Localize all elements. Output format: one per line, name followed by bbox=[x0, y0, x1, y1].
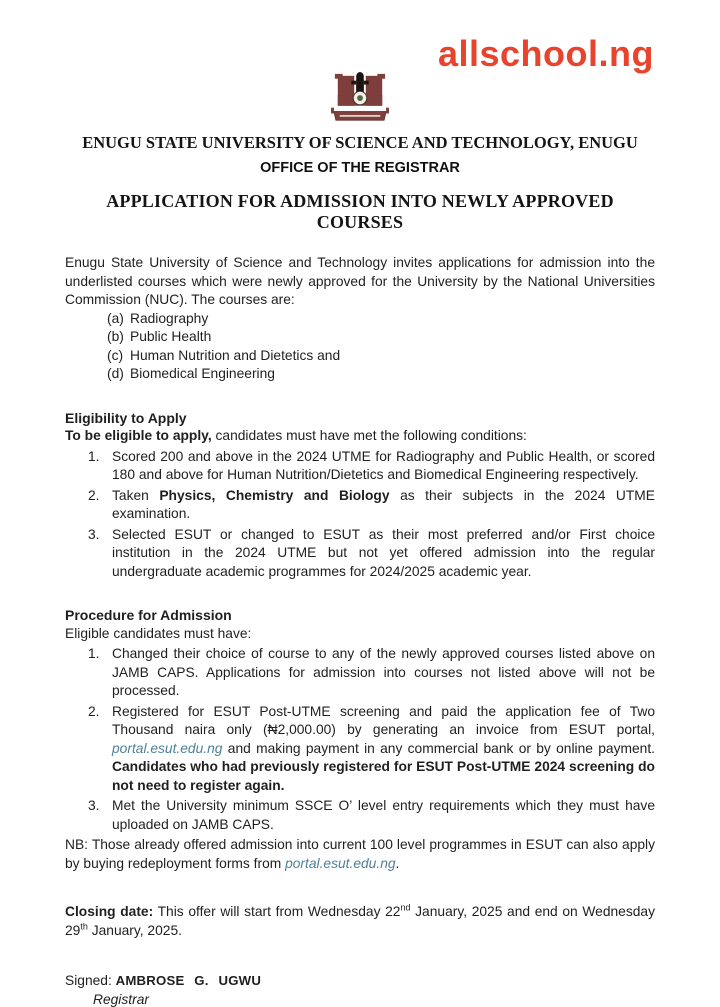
course-name: Biomedical Engineering bbox=[130, 366, 275, 381]
item-text: Met the University minimum SSCE O’ level entry requirements which they must have uploaded on JAMB CAPS. bbox=[112, 798, 655, 832]
procedure-item bbox=[65, 797, 655, 834]
course-item bbox=[107, 328, 655, 347]
document-content bbox=[65, 0, 655, 1007]
course-label: (a) bbox=[107, 310, 124, 326]
portal-link[interactable]: portal.esut.edu.ng bbox=[285, 855, 396, 871]
signed-line bbox=[65, 973, 655, 988]
eligibility-heading: Eligibility to Apply bbox=[65, 409, 187, 426]
registrar-name: AMBROSE G. UGWU bbox=[115, 973, 262, 988]
procedure-item bbox=[65, 703, 655, 796]
item-number: 1. bbox=[88, 646, 100, 661]
university-crest-logo bbox=[329, 71, 391, 127]
intro-paragraph: Enugu State University of Science and Technology invites applications for admission into the underlisted courses which were newly approved for the University by the National Universities Commission (NUC). The courses are: bbox=[65, 255, 655, 307]
item-text: Taken Physics, Chemistry and Biology as their subjects in the 2024 UTME examination. bbox=[112, 487, 655, 521]
item-number: 2. bbox=[88, 703, 100, 719]
item-text: Registered for ESUT Post-UTME screening and paid the application fee of Two Thousand naira only (₦2,000.00) by generating an invoice from ESUT portal, portal.esut.edu.ng and making payment in any commercial bank or by online payment. Candidates who had previously registered for ESUT Post-UTME 2024 screening do not need to register again. bbox=[112, 703, 655, 793]
course-item bbox=[107, 365, 655, 384]
course-item bbox=[107, 310, 655, 329]
signature-block bbox=[65, 973, 655, 1007]
item-number: 1. bbox=[88, 448, 100, 464]
course-name: Human Nutrition and Dietetics and bbox=[130, 347, 341, 363]
eligibility-item bbox=[65, 526, 655, 582]
crest-container bbox=[65, 0, 655, 127]
eligibility-list bbox=[65, 448, 655, 582]
item-text: Changed their choice of course to any of the newly approved courses listed above on JAMB CAPS. Applications for admission into courses not listed above will not be processed. bbox=[112, 646, 655, 698]
procedure-list bbox=[65, 645, 655, 834]
course-label: (b) bbox=[107, 329, 124, 344]
item-number: 3. bbox=[88, 798, 100, 813]
course-label: (d) bbox=[107, 366, 124, 381]
eligibility-item bbox=[65, 448, 655, 485]
item-text: Selected ESUT or changed to ESUT as their most preferred and/or First choice institution in the 2024 UTME but not yet offered admission into the regular undergraduate academic programmes for 2024/2025 academic year. bbox=[112, 526, 655, 579]
course-name: Radiography bbox=[130, 310, 209, 326]
ordinal-superscript: th bbox=[80, 920, 88, 931]
course-item bbox=[107, 347, 655, 366]
course-name: Public Health bbox=[130, 329, 212, 344]
item-number: 3. bbox=[88, 526, 100, 542]
closing-date-paragraph: Closing date: This offer will start from Wednesday 22nd January, 2025 and end on Wednesday 29th January, 2025. bbox=[65, 902, 655, 938]
procedure-item bbox=[65, 645, 655, 701]
eligibility-item bbox=[65, 487, 655, 524]
item-number: 2. bbox=[88, 487, 100, 503]
course-label: (c) bbox=[107, 347, 124, 363]
procedure-lead: Eligible candidates must have: bbox=[65, 625, 252, 641]
portal-link[interactable]: portal.esut.edu.ng bbox=[112, 740, 223, 756]
item-text: Scored 200 and above in the 2024 UTME for Radiography and Public Health, or scored 180 and above for Human Nutrition/Dietetics and Biomedical Engineering respectively. bbox=[112, 448, 655, 482]
university-name: ENUGU STATE UNIVERSITY OF SCIENCE AND TECHNOLOGY, ENUGU bbox=[82, 133, 638, 152]
allschool-watermark-logo: allschool.ng bbox=[437, 33, 654, 74]
procedure-heading: Procedure for Admission bbox=[65, 607, 232, 623]
course-list bbox=[65, 310, 655, 384]
ordinal-superscript: nd bbox=[400, 902, 411, 913]
eligibility-lead: To be eligible to apply, candidates must have met the following conditions: bbox=[65, 428, 527, 443]
signed-label: Signed: bbox=[65, 973, 116, 988]
office-name: OFFICE OF THE REGISTRAR bbox=[260, 160, 460, 176]
nb-note: NB: Those already offered admission into current 100 level programmes in ESUT can also apply by buying redeployment forms from portal.esut.edu.ng. bbox=[65, 837, 655, 871]
registrar-title: Registrar bbox=[93, 992, 149, 1007]
document-title: APPLICATION FOR ADMISSION INTO NEWLY APPROVED COURSES bbox=[106, 191, 614, 232]
